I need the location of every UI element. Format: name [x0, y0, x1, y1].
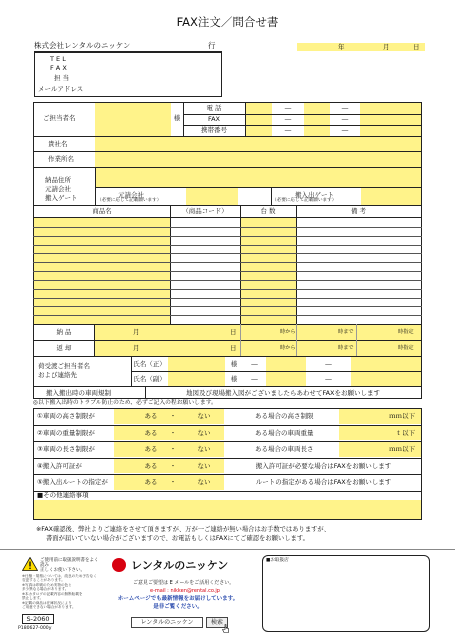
item-row-divider: [33, 298, 422, 299]
check-sep: ・: [169, 428, 177, 437]
check-row-divider: [33, 491, 422, 492]
company-label: 貴社名: [48, 139, 68, 148]
doc-code: S-2060: [22, 614, 54, 624]
check-unit: ｍｍ以下: [389, 412, 415, 421]
check-detail: ある場合の車両重量: [255, 428, 314, 437]
other-label: ■その他連絡事項: [37, 491, 89, 499]
person-name-field[interactable]: [95, 103, 171, 136]
contractor-label: 元請会社: [118, 191, 144, 199]
check-yes[interactable]: ある: [144, 461, 158, 470]
check-no[interactable]: ない: [197, 412, 211, 421]
vehicle-notice: 地図及び現場搬入図がございましたらあわせてFAXをお願いします: [185, 388, 381, 397]
item-row-divider: [33, 271, 422, 272]
person-label: ご担当者名: [43, 114, 76, 123]
check-no[interactable]: ない: [197, 428, 211, 437]
check-unit: ｔ以下: [395, 428, 415, 437]
warning-icon: [22, 557, 38, 571]
delivery-address-field[interactable]: [95, 168, 421, 187]
check-unit: ｍｍ以下: [389, 445, 415, 454]
vehicle-label: 搬入搬出時の車両規制: [46, 388, 111, 397]
return-schedule-row[interactable]: [95, 341, 421, 356]
cursor-icon: [222, 624, 230, 633]
item-row-divider: [33, 253, 422, 254]
check-detail: ルートの指定がある場合はFAXをお願いします: [255, 478, 392, 487]
check-yes[interactable]: ある: [144, 478, 158, 487]
item-row-divider: [33, 280, 422, 281]
sender-person-label: 担 当: [54, 74, 70, 82]
item-row-divider: [33, 306, 422, 307]
date-year-label: 年: [338, 43, 345, 51]
recipient-suffix: 行: [208, 41, 216, 51]
check-sep: ・: [169, 478, 177, 487]
mobile-label: 携帯番号: [201, 126, 227, 135]
fax-label: FAX: [207, 115, 221, 124]
search-button[interactable]: 検索: [206, 617, 228, 628]
disclaimer: ※仕様・規格については、改良のため予告なく 変更することがあります。 ※写真は印刷のため実物の色と 多少異なる場合があります。 ※本カタログの記載内容の無断転載を 禁止します。 ※記載の商品は在庫状況により ご用意できない場合があります。: [22, 574, 97, 610]
date-month-label: 月: [383, 43, 390, 51]
company-field[interactable]: [95, 137, 421, 151]
delivery-schedule-row[interactable]: [95, 325, 421, 340]
check-yes[interactable]: ある: [144, 445, 158, 454]
item-row-divider: [33, 227, 422, 228]
check-detail: 搬入許可証が必要な場合はFAXをお願いします: [255, 461, 392, 470]
site-field[interactable]: [95, 152, 421, 167]
print-code: P180627-000y: [18, 626, 52, 631]
phone-label: 電 話: [206, 104, 222, 113]
brand-email[interactable]: e-mail : nikken@rental.co.jp: [150, 588, 220, 594]
contractor-field[interactable]: [186, 188, 238, 205]
check-no[interactable]: ない: [197, 445, 211, 454]
check-no[interactable]: ない: [197, 461, 211, 470]
check-yes[interactable]: ある: [144, 412, 158, 421]
brand-name: レンタルのニッケン: [131, 558, 229, 572]
other-remarks-field[interactable]: [34, 500, 421, 519]
item-row-divider: [33, 236, 422, 237]
dealer-label: ■お取扱店: [266, 558, 289, 563]
check-sep: ・: [169, 445, 177, 454]
check-label: ②車両の重量制限が: [37, 428, 95, 437]
sender-tel-label: T E L: [50, 55, 66, 63]
date-day-label: 日: [413, 43, 420, 51]
brand-logo-icon: [112, 558, 126, 572]
dealer-box: [262, 555, 430, 632]
check-detail: ある場合の高さ制限: [255, 412, 314, 421]
item-row-divider: [33, 262, 422, 263]
check-sep: ・: [169, 461, 177, 470]
item-row-divider: [33, 289, 422, 290]
recipient-name: 株式会社レンタルのニッケン: [34, 41, 131, 51]
check-label: ③車両の長さ制限が: [37, 445, 95, 454]
check-yes[interactable]: ある: [144, 428, 158, 437]
gate-label: 搬入出ゲート: [295, 191, 334, 199]
safety-notice: ご使用前に取扱説明書をよく読み 正しくお使い下さい。: [40, 558, 99, 574]
check-label: ⑤搬入出ルートの指定が: [37, 478, 108, 487]
page-title: FAX注文／問合せ書: [176, 15, 279, 30]
check-no[interactable]: ない: [197, 478, 211, 487]
item-row-divider: [33, 245, 422, 246]
check-detail: ある場合の車両長さ: [255, 445, 314, 454]
checklist-intro: ◎以下搬入出時のトラブル防止のため、必ずご記入の程お願いします。: [33, 400, 217, 406]
person-sama: 様: [173, 114, 181, 123]
search-input[interactable]: レンタルのニッケン: [131, 617, 203, 628]
return-label: 返 却: [56, 344, 72, 353]
check-sep: ・: [169, 412, 177, 421]
item-row-divider: [33, 315, 422, 316]
site-label: 作業所名: [48, 155, 74, 164]
check-label: ④搬入許可証が: [37, 461, 82, 470]
date-field[interactable]: [297, 43, 425, 51]
gate-field[interactable]: [361, 188, 421, 205]
check-label: ①車両の高さ制限が: [37, 412, 95, 421]
sender-fax-label: F A X: [50, 64, 67, 72]
delivery-label: 納 品: [56, 328, 72, 337]
sender-email-label: メールアドレス: [38, 85, 84, 93]
